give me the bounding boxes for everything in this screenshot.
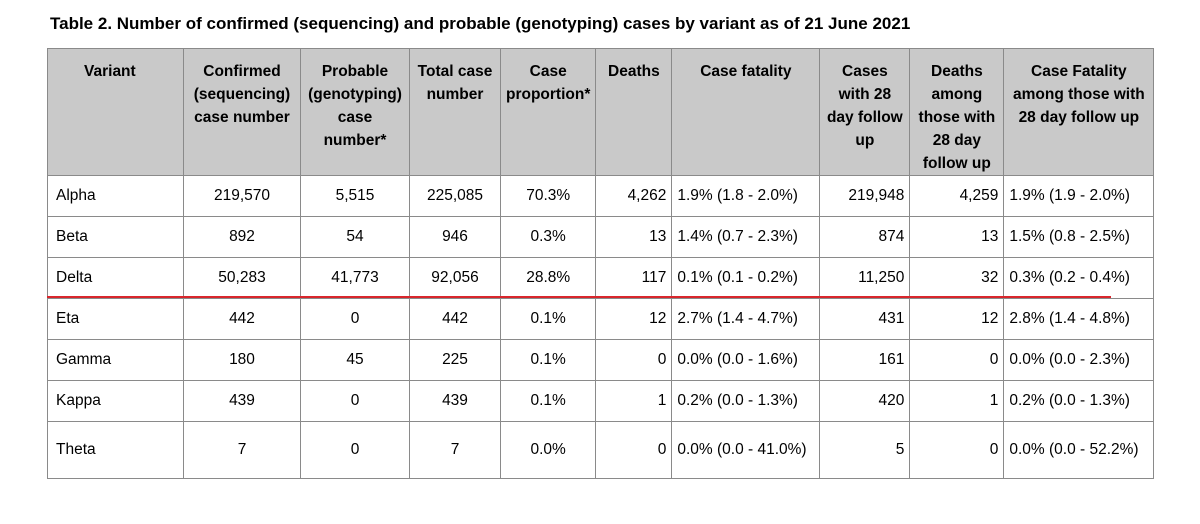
- cell-confirmed: 180: [184, 340, 301, 381]
- cell-cfr-28-day: 0.2% (0.0 - 1.3%): [1004, 381, 1154, 422]
- cell-proportion: 0.0%: [501, 422, 596, 479]
- variant-cases-table: [47, 48, 1154, 479]
- cell-probable: 54: [301, 217, 410, 258]
- cell-probable: 0: [301, 299, 410, 340]
- cell-cfr-28-day: 1.9% (1.9 - 2.0%): [1004, 176, 1154, 217]
- cell-deaths-28-day: 13: [910, 217, 1004, 258]
- cell-total: 439: [410, 381, 501, 422]
- cell-total: 7: [410, 422, 501, 479]
- cell-deaths: 0: [596, 422, 672, 479]
- cell-cases-28-day: 161: [820, 340, 910, 381]
- table-title: Table 2. Number of confirmed (sequencing) and probable (genotyping) cases by variant as of 21 June 2021: [50, 14, 911, 33]
- cell-case-fatality: 1.4% (0.7 - 2.3%): [672, 217, 820, 258]
- cell-cases-28-day: 5: [820, 422, 910, 479]
- cell-deaths: 12: [596, 299, 672, 340]
- header-variant: Variant: [48, 49, 184, 176]
- header-row: [48, 49, 1154, 176]
- cell-deaths-28-day: 0: [910, 340, 1004, 381]
- cell-variant: Alpha: [48, 176, 184, 217]
- cell-confirmed: 219,570: [184, 176, 301, 217]
- cell-probable: 41,773: [301, 258, 410, 299]
- cell-variant: Eta: [48, 299, 184, 340]
- table-row: [48, 422, 1154, 479]
- cell-cases-28-day: 11,250: [820, 258, 910, 299]
- header-case-fatality: Case fatality: [672, 49, 820, 176]
- cell-total: 442: [410, 299, 501, 340]
- cell-total: 92,056: [410, 258, 501, 299]
- cell-deaths-28-day: 4,259: [910, 176, 1004, 217]
- header-confirmed: Confirmed (sequencing) case number: [184, 49, 301, 176]
- cell-case-fatality: 1.9% (1.8 - 2.0%): [672, 176, 820, 217]
- cell-cfr-28-day: 1.5% (0.8 - 2.5%): [1004, 217, 1154, 258]
- table-row: [48, 299, 1154, 340]
- cell-variant: Gamma: [48, 340, 184, 381]
- cell-cfr-28-day: 0.0% (0.0 - 2.3%): [1004, 340, 1154, 381]
- cell-probable: 45: [301, 340, 410, 381]
- cell-deaths: 4,262: [596, 176, 672, 217]
- cell-deaths-28-day: 32: [910, 258, 1004, 299]
- cell-proportion: 0.3%: [501, 217, 596, 258]
- header-cases-28-day: Cases with 28 day follow up: [820, 49, 910, 176]
- cell-probable: 0: [301, 422, 410, 479]
- cell-proportion: 70.3%: [501, 176, 596, 217]
- cell-deaths: 13: [596, 217, 672, 258]
- cell-case-fatality: 0.0% (0.0 - 1.6%): [672, 340, 820, 381]
- cell-deaths: 0: [596, 340, 672, 381]
- cell-confirmed: 439: [184, 381, 301, 422]
- cell-confirmed: 50,283: [184, 258, 301, 299]
- header-cfr-28-day: Case Fatality among those with 28 day follow up: [1004, 49, 1154, 176]
- header-case-proportion: Case proportion*: [501, 49, 596, 176]
- cell-cases-28-day: 874: [820, 217, 910, 258]
- cell-confirmed: 7: [184, 422, 301, 479]
- cell-confirmed: 442: [184, 299, 301, 340]
- cell-deaths-28-day: 1: [910, 381, 1004, 422]
- cell-variant: Delta: [48, 258, 184, 299]
- cell-case-fatality: 0.2% (0.0 - 1.3%): [672, 381, 820, 422]
- header-deaths-28-day: Deaths among those with 28 day follow up: [910, 49, 1004, 176]
- cell-deaths: 117: [596, 258, 672, 299]
- cell-total: 225,085: [410, 176, 501, 217]
- cell-total: 946: [410, 217, 501, 258]
- cell-case-fatality: 0.1% (0.1 - 0.2%): [672, 258, 820, 299]
- cell-variant: Beta: [48, 217, 184, 258]
- header-deaths: Deaths: [596, 49, 672, 176]
- header-total: Total case number: [410, 49, 501, 176]
- cell-proportion: 0.1%: [501, 299, 596, 340]
- cell-cfr-28-day: 0.0% (0.0 - 52.2%): [1004, 422, 1154, 479]
- cell-variant: Theta: [48, 422, 184, 479]
- cell-proportion: 28.8%: [501, 258, 596, 299]
- cell-deaths-28-day: 0: [910, 422, 1004, 479]
- cell-proportion: 0.1%: [501, 340, 596, 381]
- cell-cfr-28-day: 2.8% (1.4 - 4.8%): [1004, 299, 1154, 340]
- table-row: [48, 258, 1154, 299]
- cell-case-fatality: 2.7% (1.4 - 4.7%): [672, 299, 820, 340]
- table-row: [48, 381, 1154, 422]
- cell-case-fatality: 0.0% (0.0 - 41.0%): [672, 422, 820, 479]
- cell-confirmed: 892: [184, 217, 301, 258]
- cell-probable: 5,515: [301, 176, 410, 217]
- cell-total: 225: [410, 340, 501, 381]
- cell-proportion: 0.1%: [501, 381, 596, 422]
- red-underline-annotation: [47, 296, 1111, 298]
- table-row: [48, 217, 1154, 258]
- cell-cases-28-day: 431: [820, 299, 910, 340]
- cell-cases-28-day: 219,948: [820, 176, 910, 217]
- table-row: [48, 340, 1154, 381]
- cell-cfr-28-day: 0.3% (0.2 - 0.4%): [1004, 258, 1154, 299]
- cell-deaths-28-day: 12: [910, 299, 1004, 340]
- header-probable: Probable (genotyping) case number*: [301, 49, 410, 176]
- cell-cases-28-day: 420: [820, 381, 910, 422]
- cell-variant: Kappa: [48, 381, 184, 422]
- cell-deaths: 1: [596, 381, 672, 422]
- cell-probable: 0: [301, 381, 410, 422]
- table-row: [48, 176, 1154, 217]
